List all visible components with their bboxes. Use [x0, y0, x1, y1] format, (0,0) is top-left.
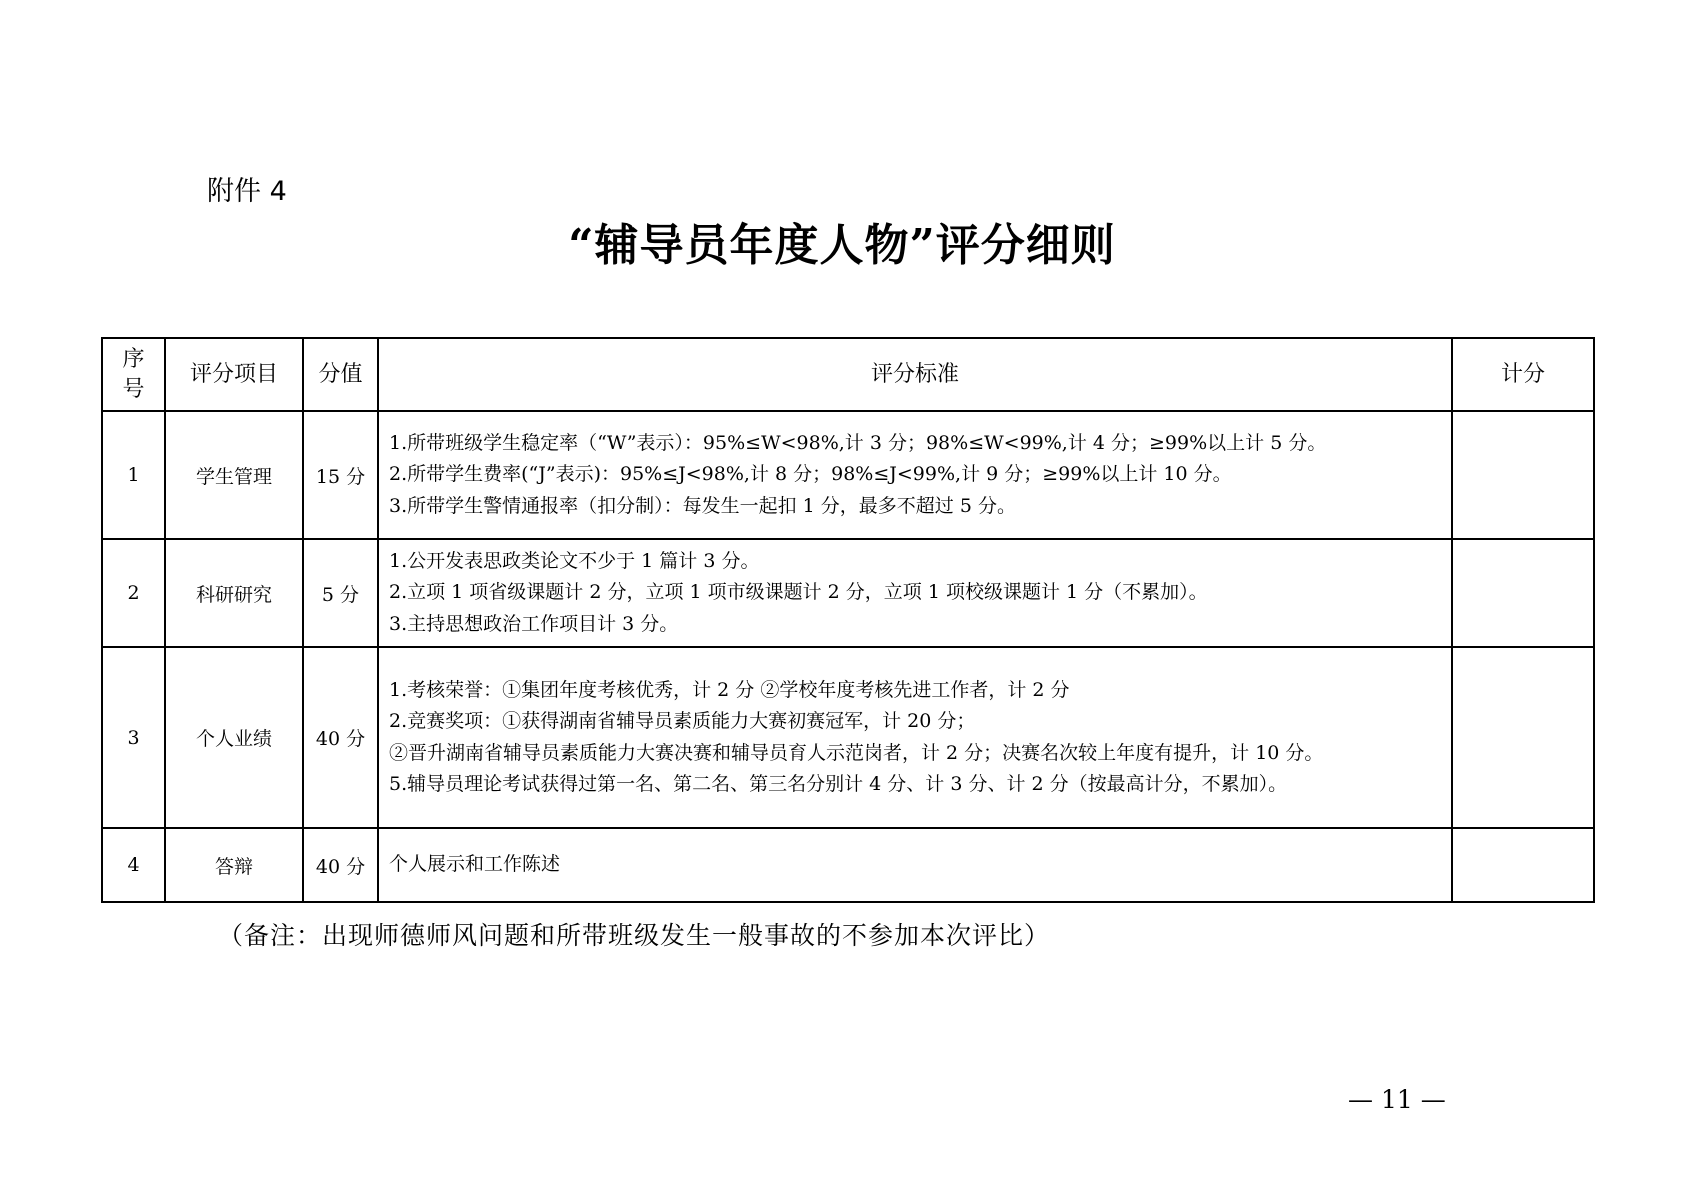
table-row — [102, 411, 1594, 539]
criteria-line: 2.所带学生费率(“J”表示)：95%≤J<98%,计 8 分；98%≤J<99%,计 9 分；≥99%以上计 10 分。 — [389, 463, 1232, 486]
row-criteria — [378, 647, 1452, 828]
row-criteria — [378, 411, 1452, 539]
row-item: 科研研究 — [165, 539, 303, 647]
row-points: 40 分 — [303, 828, 378, 902]
criteria-line: 1.所带班级学生稳定率（“W”表示）：95%≤W<98%,计 3 分；98%≤W<99%,计 4 分；≥99%以上计 5 分。 — [389, 431, 1327, 454]
row-item: 个人业绩 — [165, 647, 303, 828]
row-score — [1452, 539, 1594, 647]
criteria-line: 5.辅导员理论考试获得过第一名、第二名、第三名分别计 4 分、计 3 分、计 2 分（按最高计分，不累加）。 — [389, 773, 1288, 795]
criteria-line: 个人展示和工作陈述 — [389, 853, 561, 876]
row-seq: 4 — [102, 828, 165, 902]
criteria-line: 1.考核荣誉：①集团年度考核优秀，计 2 分 ②学校年度考核先进工作者，计 2 分 — [389, 678, 1070, 701]
header-seq-line1: 序 — [122, 346, 145, 372]
table-row — [102, 828, 1594, 902]
criteria-line: 3.所带学生警情通报率（扣分制）：每发生一起扣 1 分，最多不超过 5 分。 — [389, 494, 1016, 517]
criteria-line: 2.竞赛奖项：①获得湖南省辅导员素质能力大赛初赛冠军，计 20 分； — [389, 710, 976, 732]
header-points: 分值 — [303, 338, 378, 411]
criteria-line: ②晋升湖南省辅导员素质能力大赛决赛和辅导员育人示范岗者，计 2 分；决赛名次较上年度有提升，计 10 分。 — [389, 741, 1324, 764]
header-seq — [102, 338, 165, 411]
row-seq: 2 — [102, 539, 165, 647]
row-seq: 3 — [102, 647, 165, 828]
row-points: 40 分 — [303, 647, 378, 828]
row-points: 15 分 — [303, 411, 378, 539]
row-criteria — [378, 828, 1452, 902]
scoring-table — [101, 337, 1595, 903]
page-number: — 11 — — [1348, 1085, 1446, 1114]
remark-note: （备注：出现师德师风问题和所带班级发生一般事故的不参加本次评比） — [218, 921, 1051, 950]
row-score — [1452, 411, 1594, 539]
row-item: 学生管理 — [165, 411, 303, 539]
row-score — [1452, 647, 1594, 828]
row-item: 答辩 — [165, 828, 303, 902]
document-title: “辅导员年度人物”评分细则 — [568, 220, 1116, 271]
header-seq-line2: 号 — [122, 376, 145, 402]
row-score — [1452, 828, 1594, 902]
criteria-line: 3.主持思想政治工作项目计 3 分。 — [389, 612, 679, 635]
header-item: 评分项目 — [165, 338, 303, 411]
row-points: 5 分 — [303, 539, 378, 647]
attachment-label: 附件 4 — [207, 176, 287, 207]
header-criteria: 评分标准 — [378, 338, 1452, 411]
criteria-line: 2.立项 1 项省级课题计 2 分，立项 1 项市级课题计 2 分，立项 1 项校级课题计 1 分（不累加）。 — [389, 581, 1208, 604]
table-header-row — [102, 338, 1594, 411]
criteria-line: 1.公开发表思政类论文不少于 1 篇计 3 分。 — [389, 549, 760, 572]
row-seq: 1 — [102, 411, 165, 539]
row-criteria — [378, 539, 1452, 647]
table-row — [102, 539, 1594, 647]
table-row — [102, 647, 1594, 828]
header-score: 计分 — [1452, 338, 1594, 411]
